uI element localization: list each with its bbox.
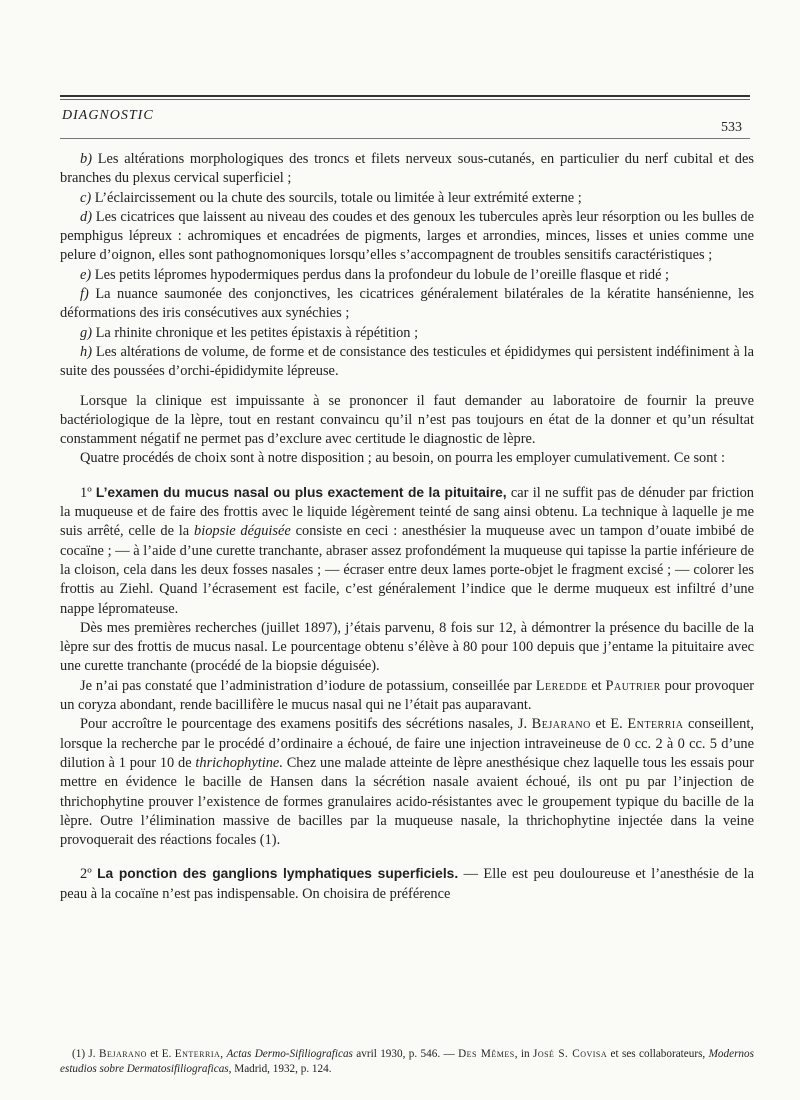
section-1-para-3 bbox=[60, 677, 754, 716]
para3-c: pour provoquer un coryza abondant, rende bacillifère le mucus nasal qui ne l’était pas auparavant. bbox=[60, 677, 755, 714]
symptom-letter: g) bbox=[80, 324, 92, 341]
fn-c: , bbox=[220, 1048, 227, 1060]
section-2-text: — Elle est peu douloureuse et l’anesthésie de la peau à la cocaïne n’est pas indispensable. On choisira de préférence bbox=[60, 866, 754, 902]
symptom-letter: e) bbox=[80, 266, 92, 283]
symptom-text: Les altérations de volume, de forme et de consistance des testicules et épididymes qui persistent indéfiniment à la suite des poussées d’orchi-épididymite lépreuse. bbox=[60, 343, 754, 380]
symptom-item bbox=[60, 285, 754, 324]
section-1-number: 1º bbox=[80, 484, 92, 501]
running-head: DIAGNOSTIC bbox=[62, 108, 154, 123]
section-1 bbox=[60, 483, 754, 619]
symptom-letter: f) bbox=[80, 286, 89, 303]
symptom-item bbox=[60, 266, 754, 285]
paragraph-quatre: Quatre procédés de choix sont à notre disposition ; au besoin, on pourra les employer cumulativement. Ce sont : bbox=[80, 450, 726, 467]
symptom-item bbox=[60, 150, 754, 189]
header-rule bbox=[60, 95, 750, 97]
fn-a: J. bbox=[85, 1048, 99, 1060]
section-2-number: 2º bbox=[80, 866, 92, 883]
section-1-text-b: consiste en ceci : anesthésier la muqueuse avec un tampon d’ouate imbibé de cocaïne ; — à l’aide d’une curette tranchante, abraser assez profondément la muqueuse qui tapisse la partie inférieure de la cloison, cela dans les deux fosses nasales ; — écraser entre deux lames porte-objet le fragment excisé ; — colorer les frottis au Ziehl. Quand l’écrasement est facile, c’est généralement l’indice que le derme muqueux est infiltré d’une nappe lépromateuse. bbox=[60, 523, 754, 617]
thrichophytine-term: thrichophytine. bbox=[195, 754, 283, 771]
section-1-para-2: Dès mes premières recherches (juillet 1897), j’étais parvenu, 8 fois sur 12, à démontrer la présence du bacille de la lèpre sur des frottis de mucus nasal. Le pourcentage obtenu s’élève à 80 pour 100 depuis que j’entame la pituitaire avec une curette tranchante (procédé de la biopsie déguisée). bbox=[60, 619, 754, 675]
fn-journal-2: Modernos estudios sobre Dermatosifiliograficas bbox=[60, 1048, 754, 1075]
fn-author-4: José S. Covisa bbox=[532, 1048, 608, 1060]
paragraph-lorsque: Lorsque la clinique est impuissante à se prononcer il faut demander au laboratoire de fournir la preuve bactériologique de la lèpre, tout en restant convaincu qu’il n’est pas toujours en état de la donner et qu’un résultat constamment négatif ne permet pas d’exclure avec certitude le diagnostic de lèpre. bbox=[60, 392, 754, 448]
footnote-mark: (1) bbox=[72, 1048, 86, 1060]
symptom-list bbox=[60, 150, 754, 382]
para4-a: Pour accroître le pourcentage des examens positifs des sécrétions nasales, J. bbox=[80, 716, 532, 733]
fn-author-3: Des Mêmes bbox=[458, 1048, 515, 1060]
section-1-heading: L’examen du mucus nasal ou plus exactement de la pituitaire, bbox=[95, 484, 507, 500]
symptom-item bbox=[60, 324, 754, 343]
section-2 bbox=[60, 864, 754, 904]
author-bejarano: Bejarano bbox=[531, 716, 591, 733]
symptom-text: La rhinite chronique et les petites épistaxis à répétition ; bbox=[95, 324, 419, 341]
symptom-text: L’éclaircissement ou la chute des sourcils, totale ou limitée à leur extrémité externe ; bbox=[94, 189, 582, 206]
fn-b: et E. bbox=[146, 1048, 175, 1060]
para4-d: Chez une malade atteinte de lèpre anesthésique chez laquelle tous les essais pour mettre en évidence le bacille de Hansen dans la sécrétion nasale avaient échoué, ils ont pu par l’injection de thrichophytine prouver l’existence de formes granulaires acido-résistantes avec le groupement typique du bacille de la lèpre. Outre l’élimination massive de bacilles par la muqueuse nasale, la thrichophytine injectée dans la veine provoquerait des réactions focales (1). bbox=[60, 754, 754, 849]
symptom-letter: c) bbox=[80, 189, 92, 206]
body-text bbox=[60, 150, 754, 904]
symptom-item bbox=[60, 189, 754, 208]
section-1-text-a: car il ne suffit pas de dénuder par friction la muqueuse et de faire des frottis avec le liquide légèrement teinté de sang ainsi obtenu. La technique à laquelle je me suis arrêté, celle de la bbox=[60, 484, 754, 540]
fn-author-1: Bejarano bbox=[98, 1048, 147, 1060]
author-enterria: Enterria bbox=[627, 716, 684, 733]
symptom-text: Les cicatrices que laissent au niveau des coudes et des genoux les tubercules après leur résorption ou les bulles de pemphigus lépreux : achromiques et encadrées de pigments, larges et arrondies, minces, lisses et unies comme une pelure d’oignon, elles sont pathognomoniques lorsqu’elles s’accompagnent de troubles sensitifs caractéristiques ; bbox=[60, 208, 754, 264]
author-pautrier: Pautrier bbox=[605, 677, 661, 694]
fn-author-2: Enterria bbox=[174, 1048, 221, 1060]
symptom-text: La nuance saumonée des conjonctives, les cicatrices généralement bilatérales de la kératite hansénienne, les déformations des iris consécutives aux synéchies ; bbox=[60, 286, 754, 322]
fn-e: , in bbox=[514, 1048, 533, 1060]
para3-b: et bbox=[587, 677, 606, 694]
footnote bbox=[60, 1047, 754, 1077]
page-number: 533 bbox=[721, 120, 742, 135]
section-2-heading: La ponction des ganglions lymphatiques superficiels. bbox=[97, 866, 459, 882]
fn-g: , Madrid, 1932, p. 124. bbox=[228, 1063, 332, 1075]
para4-b: et E. bbox=[590, 716, 628, 733]
para4-c: conseillent, lorsque la recherche par le procédé d’ordinaire a échoué, de faire une injection intraveineuse de 0 cc. 2 à 0 cc. 5 d’une dilution à 1 pour 10 de bbox=[60, 716, 754, 771]
symptom-letter: h) bbox=[80, 343, 92, 360]
author-leredde: Leredde bbox=[535, 677, 588, 694]
symptom-letter: d) bbox=[80, 208, 92, 225]
fn-journal-1: Actas Dermo-Sifiliograficas bbox=[226, 1048, 353, 1060]
symptom-text: Les petits lépromes hypodermiques perdus dans la profondeur du lobule de l’oreille flasque et ridé ; bbox=[94, 266, 670, 283]
fn-d: avril 1930, p. 546. — bbox=[352, 1048, 459, 1060]
symptom-item bbox=[60, 208, 754, 266]
symptom-letter: b) bbox=[80, 151, 92, 167]
para3-a: Je n’ai pas constaté que l’administration d’iodure de potassium, conseillée par bbox=[80, 677, 536, 694]
fn-f: et ses collaborateurs, bbox=[607, 1048, 709, 1060]
symptom-item bbox=[60, 343, 754, 382]
header-rule-thin bbox=[60, 99, 750, 100]
symptom-text: Les altérations morphologiques des troncs et filets nerveux sous-cutanés, en particulier du nerf cubital et des branches du plexus cervical superficiel ; bbox=[60, 151, 754, 187]
section-1-italic: biopsie déguisée bbox=[194, 523, 291, 540]
header-underline bbox=[60, 138, 750, 139]
section-1-para-4 bbox=[60, 715, 754, 850]
